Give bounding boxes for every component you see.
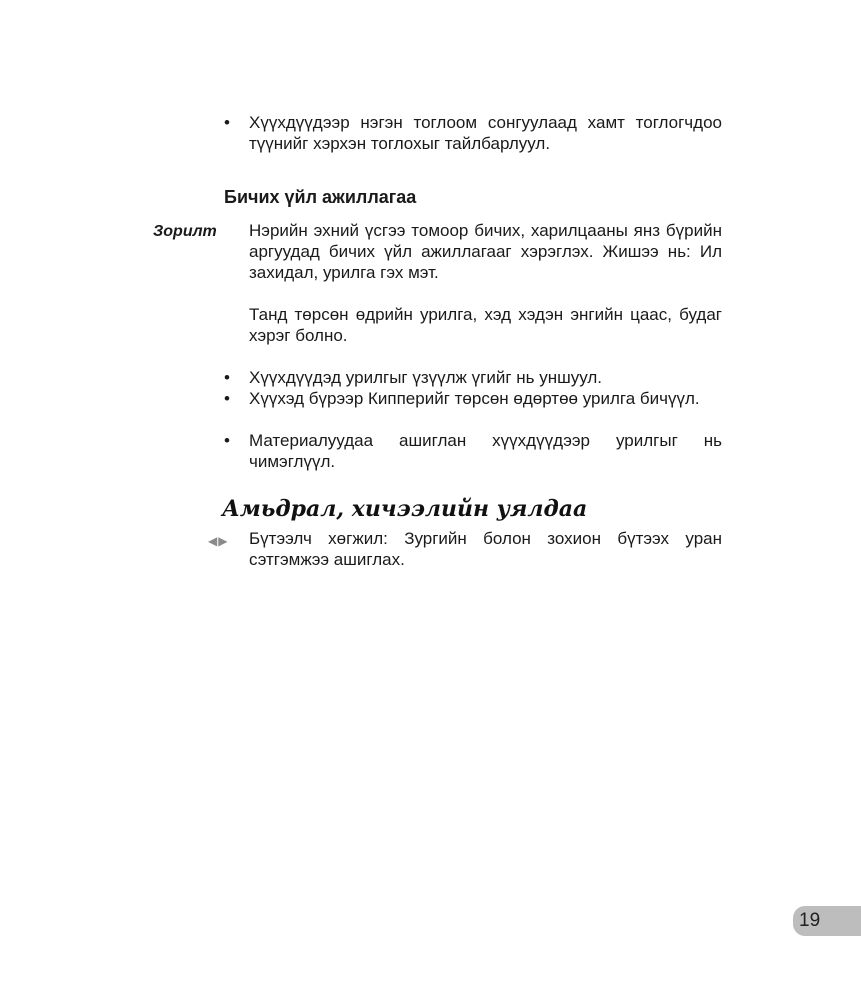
intro-bullet-item bbox=[224, 112, 722, 154]
bullet-icon: • bbox=[224, 431, 230, 450]
left-right-arrows-icon: ◀▶ bbox=[208, 534, 229, 548]
bullet-icon: • bbox=[224, 389, 230, 408]
page-number: 19 bbox=[799, 910, 821, 931]
life-link-text: Бүтээлч хөгжил: Зургийн болон зохион бүтээх уран сэтгэмжээ ашиглах. bbox=[249, 529, 722, 569]
bullet-icon: • bbox=[224, 368, 230, 387]
writing-bullet-item bbox=[224, 430, 722, 472]
section-heading-life-link: Амьдрал, хичээлийн уялдаа bbox=[222, 496, 588, 522]
writing-bullet-item bbox=[224, 388, 722, 409]
bullet-text: Хүүхдүүдээр нэгэн тоглоом сонгуулаад хамт тоглогчдоо түүнийг хэрхэн тоглохыг тайлбарлуул. bbox=[249, 113, 722, 153]
writing-bullet-item bbox=[224, 367, 722, 388]
section-heading-writing: Бичих үйл ажиллагаа bbox=[224, 187, 417, 207]
objective-label: Зорилт bbox=[153, 223, 217, 240]
bullet-icon: • bbox=[224, 113, 230, 132]
bullet-text: Материалуудаа ашиглан хүүхдүүдээр урилгыг нь чимэглүүл. bbox=[249, 431, 722, 471]
objective-text: Нэрийн эхний үсгээ томоор бичих, харилцааны янз бүрийн аргуудад бичих үйл ажиллагааг хэрэглэх. Жишээ нь: Ил захидал, урилга гэх мэт. bbox=[249, 221, 722, 282]
bullet-text: Хүүхэд бүрээр Кипперийг төрсөн өдөртөө урилга бичүүл. bbox=[249, 389, 700, 408]
bullet-text: Хүүхдүүдэд урилгыг үзүүлж үгийг нь уншуул. bbox=[249, 368, 603, 387]
materials-text: Танд төрсөн өдрийн урилга, хэд хэдэн энгийн цаас, будаг хэрэг болно. bbox=[249, 305, 722, 345]
